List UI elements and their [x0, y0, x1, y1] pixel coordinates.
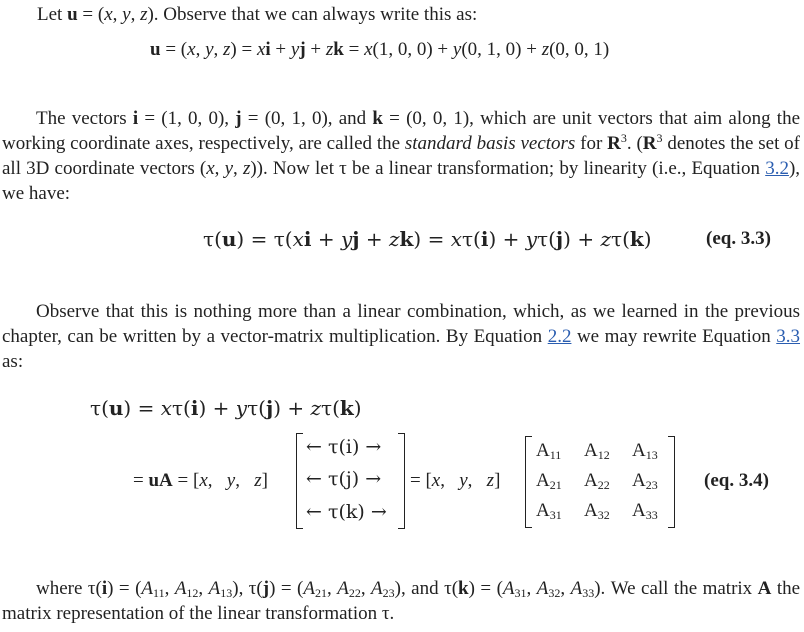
matrix-row-tau-k: ← τ(k) →: [306, 501, 387, 523]
equation-u: u = (x, y, z) = xi + yj + zk = x(1, 0, 0) + y(0, 1, 0) + z(0, 0, 1): [150, 39, 610, 60]
equation-link-3-3[interactable]: 3.3: [776, 326, 801, 347]
equation-link-2-2[interactable]: 2.2: [547, 326, 572, 347]
equation-3-3: τ(u) = τ(xi + yj + zk) = xτ(i) + yτ(j) + zτ(k): [203, 227, 652, 251]
equation-3-3-label: (eq. 3.3): [706, 228, 771, 249]
matrix-entry: $A_{22}$: [584, 470, 610, 492]
matrix-row-tau-i: ← τ(i) →: [306, 436, 382, 458]
equation-3-4-label: (eq. 3.4): [704, 470, 769, 491]
matrix-entry: $A_{23}$: [632, 470, 658, 492]
equation-3-4-mid: = [x, y, z]: [410, 470, 501, 491]
matrix-entry: $A_{32}$: [584, 500, 610, 522]
paragraph-linear-combination: Observe that this is nothing more than a linear combination, which, as we learned in the previous chapter, can be written by a vector-matrix multiplication. By Equation 2.2 we may rewrite Equation 3.3 as:: [2, 301, 801, 372]
paragraph-matrix-representation: where $\tau(i) = (A_{11}$, $A_{12}$, $A_{13}$), $\tau(j) = (A_{21}$, $A_{22}$, $A_{23}$), and $\tau(k) = (A_{31}$, $A_{32}$, $A_{33}$). We call the matrix A the matrix representation of the linear transformation τ.: [2, 578, 801, 624]
matrix-entry: $A_{31}$: [536, 500, 562, 522]
matrix-entry: $A_{11}$: [536, 440, 562, 462]
equation-3-4-prefix: = uA = [x, y, z]: [133, 470, 268, 491]
matrix-entry: $A_{12}$: [584, 440, 610, 462]
matrix-entry: $A_{21}$: [536, 470, 562, 492]
equation-link-3-2[interactable]: 3.2: [765, 158, 789, 179]
paragraph-standard-basis: The vectors i = (1, 0, 0), j = (0, 1, 0), and k = (0, 0, 1), which are unit vectors that aim along the working coordinate axes, respectively, are called the standard basis vectors for $R^3$. ($R^3$ denotes the set of all 3D coordinate vectors (x, y, z)). Now let τ be a linear transformation; by linearity (i.e., Equation 3.2), we have:: [2, 108, 801, 204]
intro-line: Let u = (x, y, z). Observe that we can always write this as:: [37, 4, 478, 25]
matrix-row-tau-j: ← τ(j) →: [306, 468, 382, 490]
equation-3-4-line1: τ(u) = xτ(i) + yτ(j) + zτ(k): [90, 396, 362, 420]
matrix-entry: $A_{33}$: [632, 500, 658, 522]
matrix-entry: $A_{13}$: [632, 440, 658, 462]
